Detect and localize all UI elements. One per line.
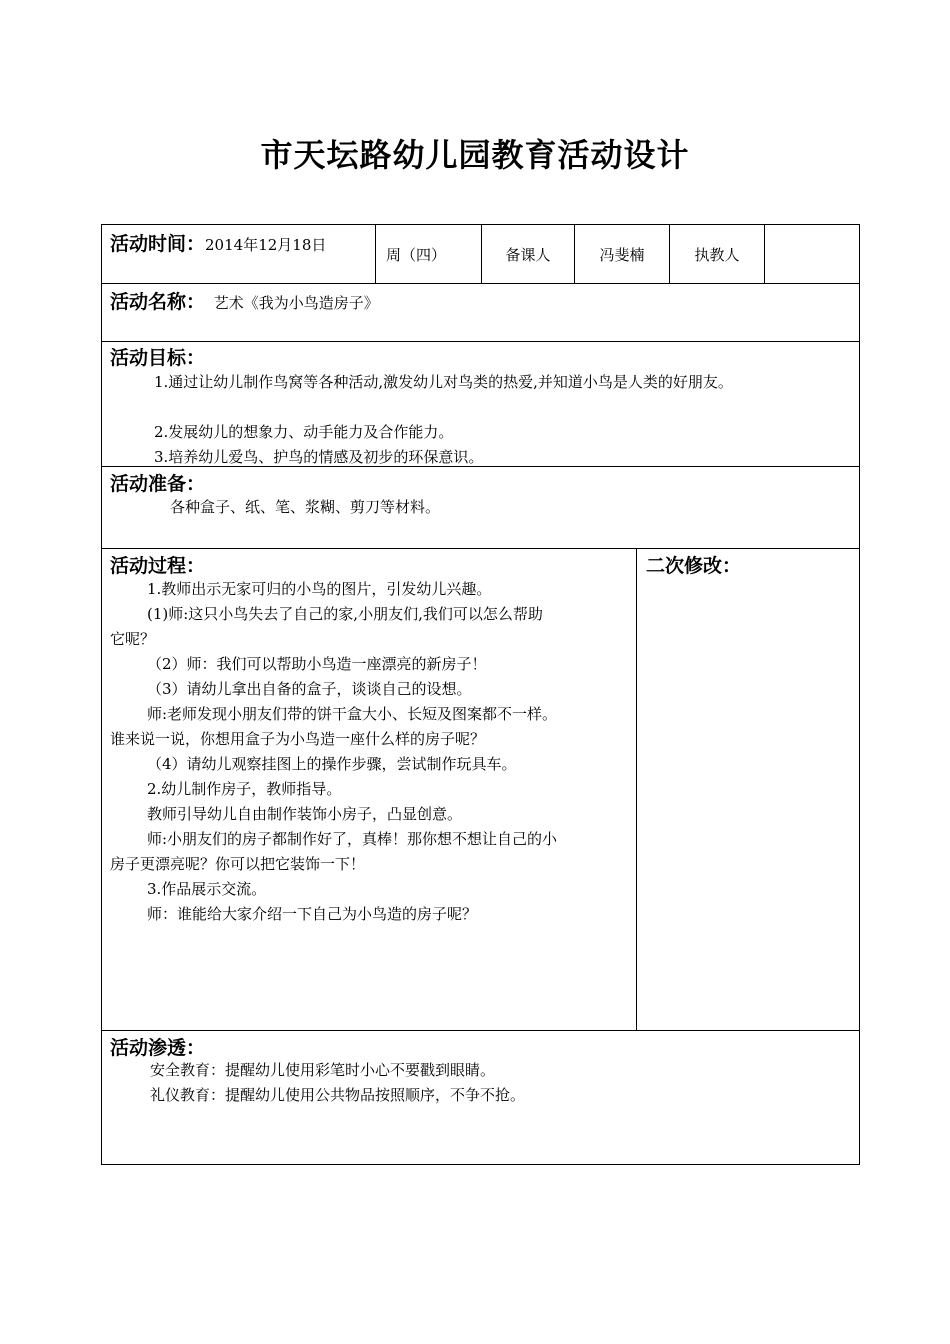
- goal-item: 3.培养幼儿爱鸟、护鸟的情感及初步的环保意识。: [154, 448, 484, 466]
- activity-name-label: 活动名称：: [110, 291, 206, 313]
- activity-name-value: 艺术《我为小鸟造房子》: [213, 294, 379, 312]
- extension-line: 安全教育：提醒幼儿使用彩笔时小心不要戳到眼睛。: [150, 1061, 496, 1079]
- process-line: 1.教师出示无家可归的小鸟的图片，引发幼儿兴趣。: [147, 580, 492, 598]
- extension-label: 活动渗透：: [110, 1037, 206, 1059]
- process-line: 教师引导幼儿自由制作装饰小房子，凸显创意。: [147, 805, 463, 823]
- activity-time: [110, 229, 326, 256]
- teacher-label: 执教人: [694, 245, 740, 264]
- revision-label: 二次修改：: [646, 555, 742, 577]
- preparation-text: 各种盒子、纸、笔、浆糊、剪刀等材料。: [170, 498, 441, 516]
- process-label: 活动过程：: [110, 555, 206, 577]
- page-title: 市天坛路幼儿园教育活动设计: [260, 136, 690, 174]
- weekday-cell: [376, 225, 456, 283]
- process-line: (1)师:这只小鸟失去了自己的家,小朋友们,我们可以怎么帮助: [147, 605, 543, 623]
- row-divider: [102, 1030, 859, 1031]
- teacher-name-cell: [765, 225, 860, 283]
- row-divider: [102, 283, 859, 284]
- process-line: （4）请幼儿观察挂图上的操作步骤，尝试制作玩具车。: [147, 755, 517, 773]
- preparation-label: 活动准备：: [110, 473, 206, 495]
- row-divider: [102, 548, 859, 549]
- goal-item: 2.发展幼儿的想象力、动手能力及合作能力。: [154, 423, 454, 441]
- process-line: 3.作品展示交流。: [147, 880, 267, 898]
- process-line: 师:小朋友们的房子都制作好了，真棒！那你想不想让自己的小: [147, 830, 558, 848]
- row-divider: [102, 341, 859, 342]
- activity-time-value: 2014年12月18日: [205, 236, 327, 254]
- process-line: 房子更漂亮呢？你可以把它装饰一下！: [110, 855, 366, 873]
- process-line: 谁来说一说，你想用盒子为小鸟造一座什么样的房子呢？: [110, 730, 486, 748]
- activity-time-label: 活动时间：: [110, 233, 206, 255]
- teacher-label-cell: [670, 225, 764, 283]
- extension-line: 礼仪教育：提醒幼儿使用公共物品按照顺序，不争不抢。: [150, 1086, 526, 1104]
- goal-item: 1.通过让幼儿制作鸟窝等各种活动,激发幼儿对鸟类的热爱,并知道小鸟是人类的好朋友。: [154, 373, 733, 391]
- col-divider: [636, 548, 637, 1030]
- process-line: 2.幼儿制作房子，教师指导。: [147, 780, 342, 798]
- process-line: （3）请幼儿拿出自备的盒子，谈谈自己的设想。: [147, 680, 472, 698]
- prep-name-cell: [575, 225, 669, 283]
- process-line: 师：谁能给大家介绍一下自己为小鸟造的房子呢？: [147, 905, 478, 923]
- activity-name: [110, 287, 379, 314]
- lesson-plan-table: [101, 224, 860, 1165]
- prep-label: 备课人: [505, 245, 551, 264]
- weekday-value: 周（四）: [386, 245, 447, 264]
- prep-name: 冯斐楠: [599, 245, 645, 264]
- process-line: 师:老师发现小朋友们带的饼干盒大小、长短及图案都不一样。: [147, 705, 558, 723]
- process-line: 它呢？: [110, 630, 156, 648]
- goals-label: 活动目标：: [110, 347, 206, 369]
- process-line: （2）师：我们可以帮助小鸟造一座漂亮的新房子！: [147, 655, 487, 673]
- prep-label-cell: [482, 225, 574, 283]
